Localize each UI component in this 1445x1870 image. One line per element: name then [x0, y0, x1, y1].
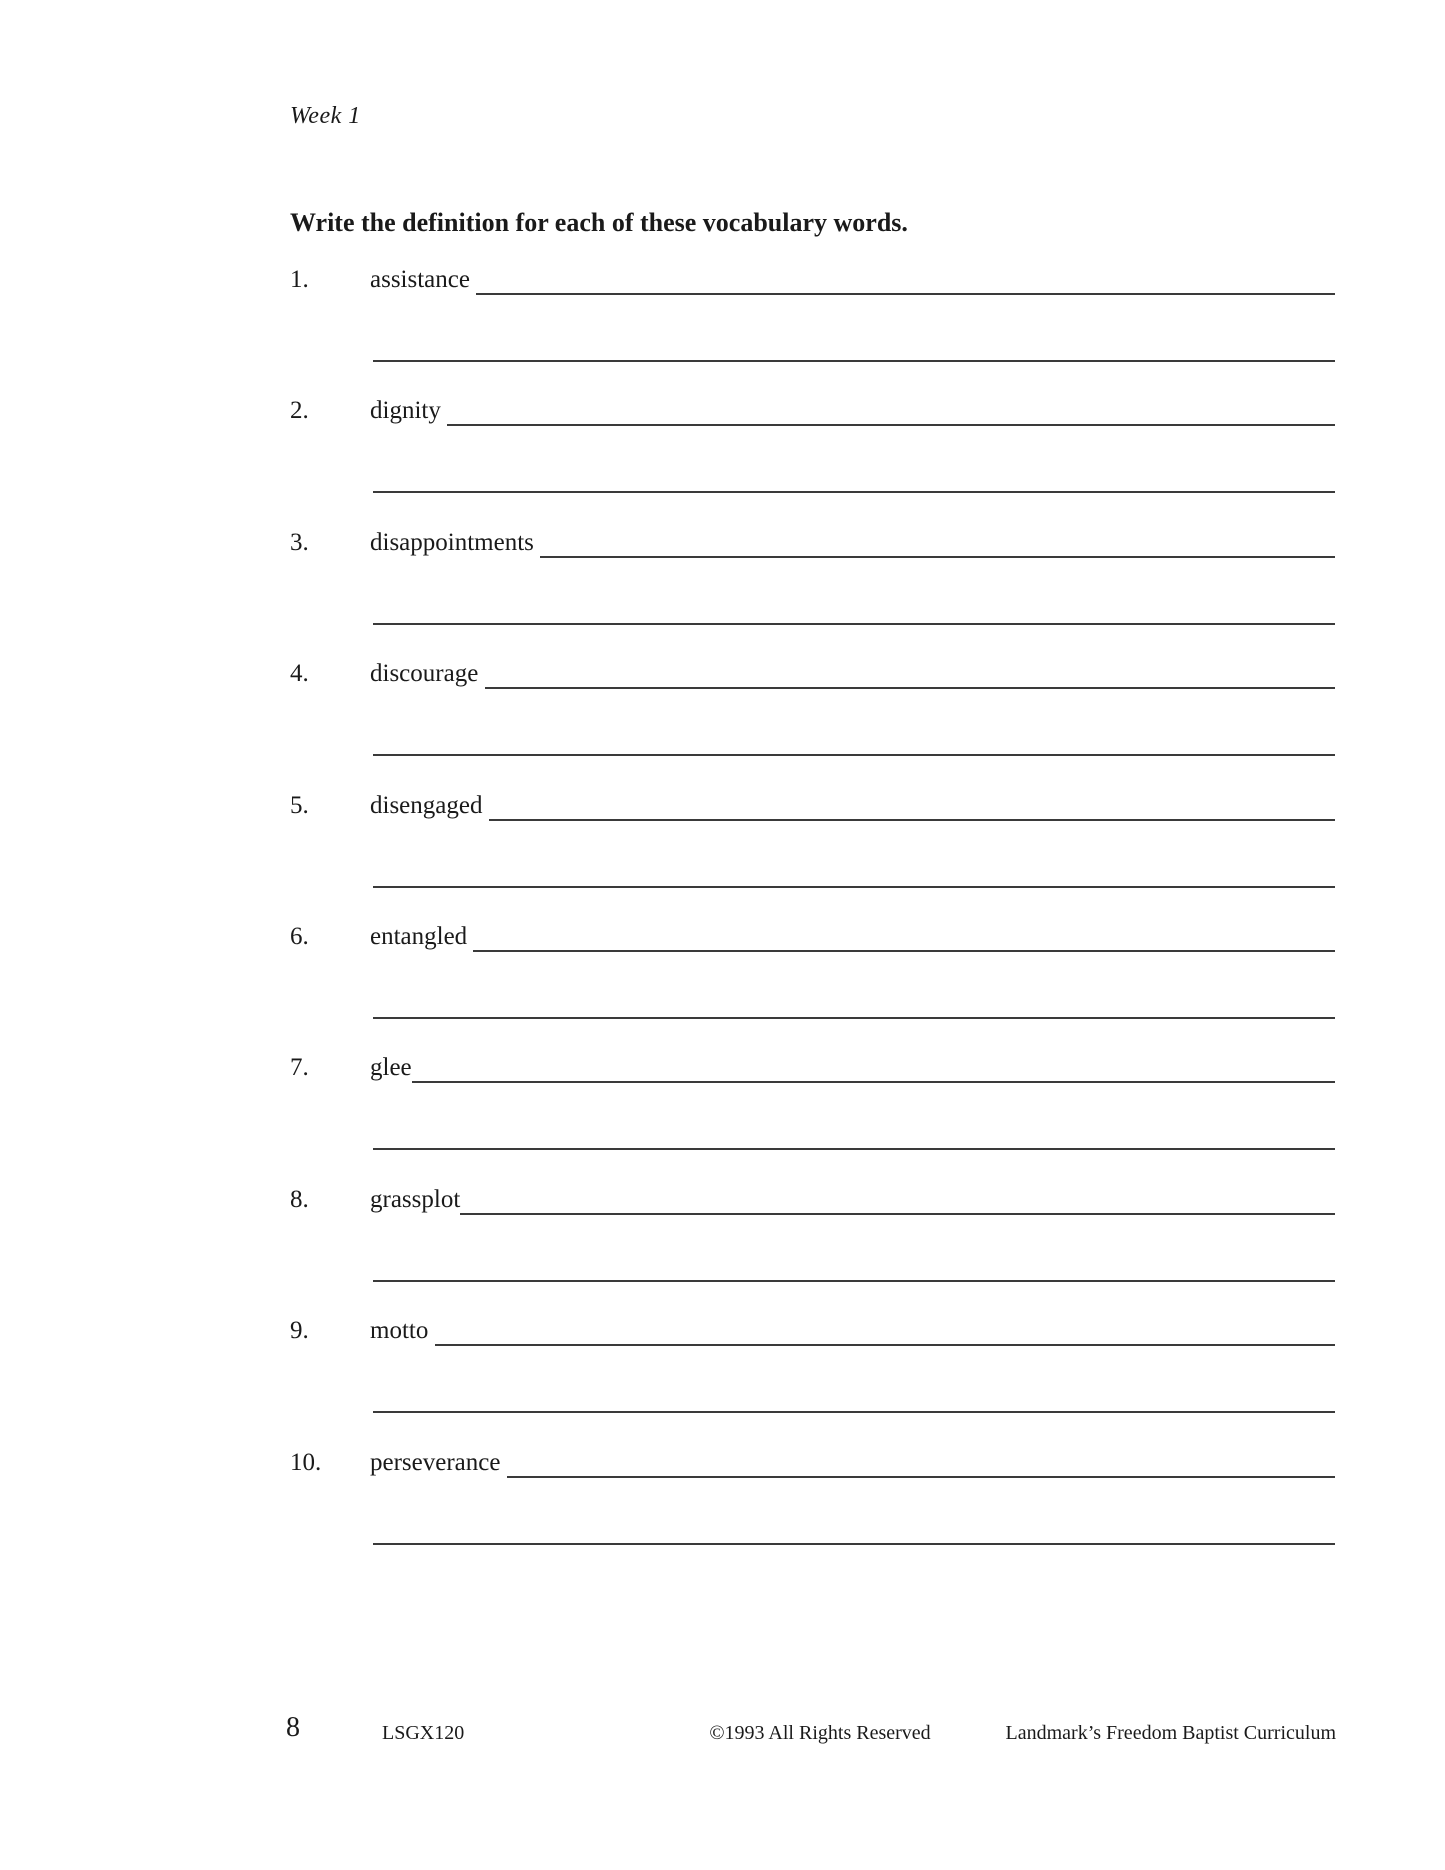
vocab-item-7 [290, 1043, 1335, 1174]
definition-blank-line-2 [373, 886, 1335, 888]
definition-blank-line-1 [485, 657, 1335, 689]
definition-blank-line-1 [540, 526, 1335, 558]
vocab-word: assistance [370, 266, 477, 293]
vocab-item-10 [290, 1438, 1335, 1569]
definition-blank-line-1 [476, 263, 1335, 295]
definition-blank-line-1 [489, 789, 1335, 821]
vocab-word: discourage [370, 660, 485, 688]
vocab-word: entangled [370, 922, 474, 950]
vocab-item-8 [290, 1175, 1335, 1306]
vocab-item-2 [290, 386, 1335, 517]
vocab-word: grassplot [370, 1185, 461, 1213]
definition-blank-line-2 [373, 1411, 1335, 1413]
vocab-word: glee [370, 1054, 412, 1082]
week-label: Week 1 [290, 103, 361, 129]
page-number: 8 [286, 1712, 300, 1743]
definition-blank-line-2 [373, 491, 1335, 493]
vocab-word: dignity [370, 397, 448, 425]
vocab-item-6 [290, 912, 1335, 1043]
definition-blank-line-2 [373, 360, 1335, 362]
vocab-item-9 [290, 1306, 1335, 1437]
definition-blank-line-1 [447, 394, 1335, 426]
vocab-item-3 [290, 518, 1335, 649]
vocab-word: disappointments [370, 528, 541, 556]
item-number: 9. [290, 1317, 309, 1345]
curriculum-code: LSGX120 [382, 1722, 465, 1744]
item-number: 3. [290, 528, 309, 556]
definition-blank-line-2 [373, 1148, 1335, 1150]
definition-blank-line-1 [435, 1314, 1335, 1346]
item-number: 7. [290, 1054, 309, 1082]
definition-blank-line-2 [373, 623, 1335, 625]
vocabulary-list [290, 255, 1335, 1569]
item-number: 1. [290, 266, 309, 293]
item-number: 10. [290, 1448, 322, 1476]
vocab-word: motto [370, 1317, 435, 1345]
definition-blank-line-1 [473, 920, 1335, 952]
item-number: 8. [290, 1185, 309, 1213]
vocab-item-5 [290, 781, 1335, 912]
definition-blank-line-1 [460, 1183, 1335, 1215]
definition-blank-line-2 [373, 1017, 1335, 1019]
definition-blank-line-1 [412, 1051, 1335, 1083]
copyright-notice: ©1993 All Rights Reserved [709, 1722, 931, 1744]
item-number: 6. [290, 922, 309, 950]
item-number: 2. [290, 397, 309, 425]
definition-blank-line-2 [373, 754, 1335, 756]
vocab-word: disengaged [370, 791, 489, 819]
item-number: 5. [290, 791, 309, 819]
instruction-heading: Write the definition for each of these vocabulary words. [290, 208, 908, 237]
vocab-item-1 [290, 255, 1335, 386]
definition-blank-line-2 [373, 1543, 1335, 1545]
definition-blank-line-1 [507, 1446, 1335, 1478]
definition-blank-line-2 [373, 1280, 1335, 1282]
publisher-name: Landmark’s Freedom Baptist Curriculum [1005, 1722, 1336, 1744]
vocab-word: perseverance [370, 1448, 507, 1476]
item-number: 4. [290, 660, 309, 688]
vocab-item-4 [290, 649, 1335, 780]
